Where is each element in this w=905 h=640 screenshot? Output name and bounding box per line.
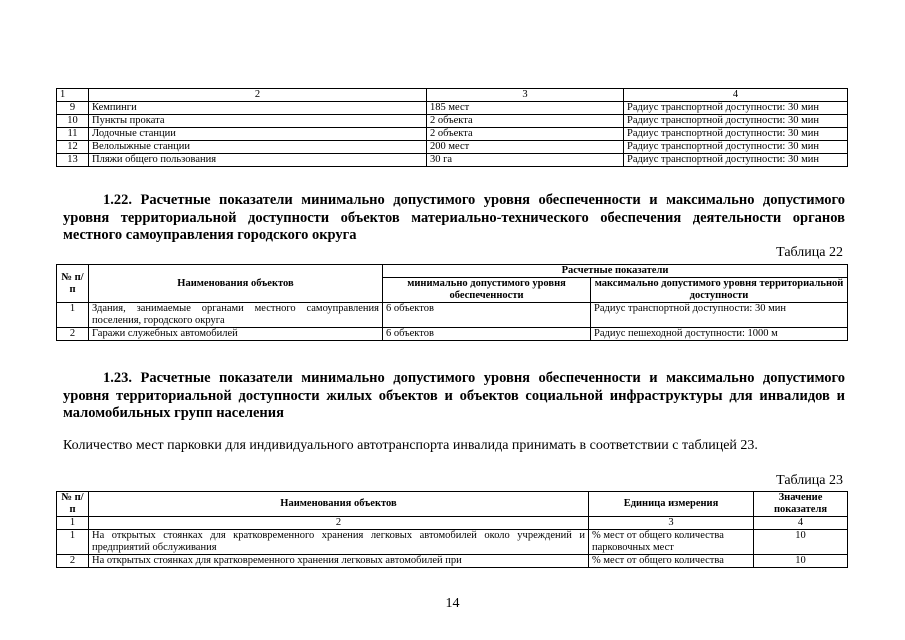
page-number: 14 xyxy=(445,596,460,611)
row-num: 1 xyxy=(57,303,89,328)
row-max: Радиус транспортной доступности: 30 мин xyxy=(624,128,848,141)
table-top-header-row xyxy=(57,89,848,102)
section-23-paragraph: Количество мест парковки для индивидуального автотранспорта инвалида принимать в соответствии с таблицей 23. xyxy=(63,438,758,453)
row-min: 200 мест xyxy=(427,141,624,154)
header-cell: 1 xyxy=(57,89,89,102)
row-max: Радиус транспортной доступности: 30 мин xyxy=(624,102,848,115)
row-max: Радиус пешеходной доступности: 1000 м xyxy=(591,328,848,341)
row-num: 11 xyxy=(57,128,89,141)
row-num: 10 xyxy=(57,115,89,128)
row-unit: % мест от общего количества парковочных мест xyxy=(589,530,754,555)
table-22-header-row xyxy=(57,265,848,278)
table-top xyxy=(56,88,848,167)
header-cell: 4 xyxy=(624,89,848,102)
row-name: Кемпинги xyxy=(89,102,427,115)
table-row xyxy=(57,141,848,154)
section-23-heading: 1.23. Расчетные показатели минимально допустимого уровня обеспеченности и максимально допустимого уровня территориальной доступности жилых объектов и объектов социальной инфраструктуры для инвалидов и маломобильных групп населения xyxy=(63,370,845,421)
row-min: 6 объектов xyxy=(383,303,591,328)
row-max: Радиус транспортной доступности: 30 мин xyxy=(624,115,848,128)
col-num-header: № п/п xyxy=(57,492,89,517)
table-23 xyxy=(56,491,848,568)
row-name: Пляжи общего пользования xyxy=(89,154,427,167)
table-22-caption: Таблица 22 xyxy=(776,245,843,260)
row-max: Радиус транспортной доступности: 30 мин xyxy=(624,141,848,154)
table-row xyxy=(57,555,848,568)
row-max: Радиус транспортной доступности: 30 мин xyxy=(591,303,848,328)
row-num: 9 xyxy=(57,102,89,115)
row-num: 2 xyxy=(57,555,89,568)
col-name-header: Наименования объектов xyxy=(89,265,383,303)
row-num: 2 xyxy=(57,328,89,341)
col-max-header: максимально допустимого уровня территориальной доступности xyxy=(591,278,848,303)
col-group-header: Расчетные показатели xyxy=(383,265,848,278)
row-name: Здания, занимаемые органами местного самоуправления поселения, городского округа xyxy=(89,303,383,328)
row-name: Пункты проката xyxy=(89,115,427,128)
table-row xyxy=(57,154,848,167)
table-23-header-row xyxy=(57,492,848,517)
row-num: 13 xyxy=(57,154,89,167)
row-name: Велолыжные станции xyxy=(89,141,427,154)
index-cell: 2 xyxy=(89,517,589,530)
table-row xyxy=(57,102,848,115)
header-cell: 3 xyxy=(427,89,624,102)
col-value-header: Значение показателя xyxy=(754,492,848,517)
col-unit-header: Единица измерения xyxy=(589,492,754,517)
table-23-index-row xyxy=(57,517,848,530)
table-row xyxy=(57,303,848,328)
table-22 xyxy=(56,264,848,341)
row-unit: % мест от общего количества xyxy=(589,555,754,568)
header-cell: 2 xyxy=(89,89,427,102)
col-num-header: № п/п xyxy=(57,265,89,303)
section-22-heading: 1.22. Расчетные показатели минимально допустимого уровня обеспеченности и максимально допустимого уровня территориальной доступности объектов материально-технического обеспечения деятельности органов местного самоуправления городского округа xyxy=(63,192,845,243)
row-name: Гаражи служебных автомобилей xyxy=(89,328,383,341)
row-min: 2 объекта xyxy=(427,128,624,141)
row-min: 2 объекта xyxy=(427,115,624,128)
row-num: 12 xyxy=(57,141,89,154)
row-min: 6 объектов xyxy=(383,328,591,341)
col-min-header: минимально допустимого уровня обеспеченности xyxy=(383,278,591,303)
row-name: На открытых стоянках для кратковременного хранения легковых автомобилей при xyxy=(89,555,589,568)
row-min: 30 га xyxy=(427,154,624,167)
index-cell: 3 xyxy=(589,517,754,530)
row-min: 185 мест xyxy=(427,102,624,115)
row-num: 1 xyxy=(57,530,89,555)
table-row xyxy=(57,128,848,141)
table-row xyxy=(57,530,848,555)
row-value: 10 xyxy=(754,530,848,555)
table-23-caption: Таблица 23 xyxy=(776,473,843,488)
table-row xyxy=(57,328,848,341)
index-cell: 1 xyxy=(57,517,89,530)
row-value: 10 xyxy=(754,555,848,568)
index-cell: 4 xyxy=(754,517,848,530)
row-name: Лодочные станции xyxy=(89,128,427,141)
table-row xyxy=(57,115,848,128)
row-max: Радиус транспортной доступности: 30 мин xyxy=(624,154,848,167)
row-name: На открытых стоянках для кратковременного хранения легковых автомобилей около учреждений и предприятий обслуживания xyxy=(89,530,589,555)
col-name-header: Наименования объектов xyxy=(89,492,589,517)
